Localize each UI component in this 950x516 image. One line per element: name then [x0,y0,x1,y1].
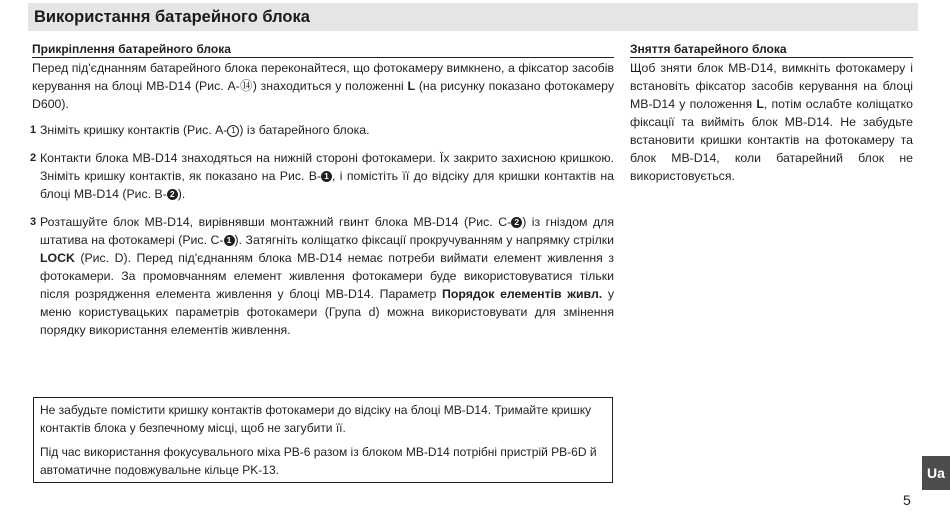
step-2-text-a: Контакти блока MB-D14 знаходяться на нижній стороні фотокамери. Їх закрито захисною кришкою. Зніміть кришку контактів, як показано на Рис. B- [40,151,614,183]
step-3-menu-item: Порядок елементів живл. [442,287,603,301]
step-3-number: 3 [30,216,37,228]
step-3-figure-ref-1: 2 [511,217,522,228]
step-3-text-d: (Рис. D). Перед під'єднанням блока MB-D14 немає потреби виймати елемент живлення з фотокамери. За промовчанням елемент живлення фотокамери буде використовуватися тільки після розрядження елемента живлення у блоці MB-D14. Параметр [40,251,614,301]
step-2-figure-ref-2: 2 [167,189,178,200]
step-1-number: 1 [30,124,37,136]
remove-heading: Зняття батарейного блока [630,42,787,56]
page-title: Використання батарейного блока [34,8,310,26]
intro-bold-l: L [407,79,416,93]
step-3-lock-label: LOCK [40,251,75,265]
step-3-text-c: ). Затягніть коліщатко фіксації прокручуванням у напрямку стрілки [234,233,615,247]
attach-section [32,42,614,339]
remove-text-a: Щоб зняти блок MB-D14, вимкніть фотокамеру і встановіть фіксатор засобів керування на блоці MB-D14 у положення [630,61,913,111]
step-3-text-e: у меню користувацьких параметрів фотокамери (Група d) можна використовувати для змінення порядку використання елементів живлення. [40,287,614,337]
remove-text [630,59,913,185]
step-2-number: 2 [30,152,37,164]
step-1-figure-ref: 1 [227,125,239,137]
remove-bold-l: L [756,97,764,111]
attach-heading: Прикріплення батарейного блока [32,42,231,56]
step-1-text-b: ) із батарейного блока. [239,123,370,137]
intro-figure-ref: ⑭ [239,79,253,93]
step-2-text-c: ). [177,187,186,201]
step-1-text-a: Зніміть кришку контактів (Рис. A- [40,123,228,137]
title-bar [28,3,918,31]
notes-box [33,397,613,483]
step-3 [32,213,614,339]
intro-text-2: ) знаходиться у положенні [252,79,408,93]
step-3-figure-ref-2: 1 [224,235,235,246]
heading-rule [630,57,913,58]
heading-rule [32,57,614,58]
language-tab: Ua [922,456,950,490]
page-number: 5 [903,492,911,508]
remove-section [630,42,913,185]
step-1 [32,121,614,139]
note-contact-cover: Не забудьте помістити кришку контактів фотокамери до відсіку на блоці MB-D14. Тримайте кришку контактів блока у безпечному місці, щоб не загубити її. [40,403,592,435]
step-3-text-a: Розташуйте блок MB-D14, вирівнявши монтажний гвинт блока MB-D14 (Рис. C- [40,215,512,229]
intro-text-3: (на рисунку показано фотокамеру D600). [32,79,614,111]
step-2-figure-ref-1: 1 [321,171,332,182]
note-bellows: Під час використання фокусувального міха PB-6 разом із блоком MB-D14 потрібні пристрій PB-6D й автоматичне подовжувальне кільце PK-13. [40,445,597,477]
step-2 [32,149,614,203]
intro-text-1: Перед під'єднанням батарейного блока переконайтеся, що фотокамеру вимкнено, а фіксатор засобів керування на блоці MB-D14 (Рис. A- [32,61,614,93]
step-3-text-b: ) із гніздом для штатива на фотокамері (Рис. C- [40,215,614,247]
attach-intro [32,59,614,113]
step-2-text-b: , і помістіть її до відсіку для кришки контактів на блоці MB-D14 (Рис. B- [40,169,614,201]
remove-text-b: , потім ослабте коліщатко фіксації та вийміть блок MB-D14. Не забудьте встановити кришки контактів на фотокамеру та блок MB-D14, коли батарейний блок не використовується. [630,97,914,183]
